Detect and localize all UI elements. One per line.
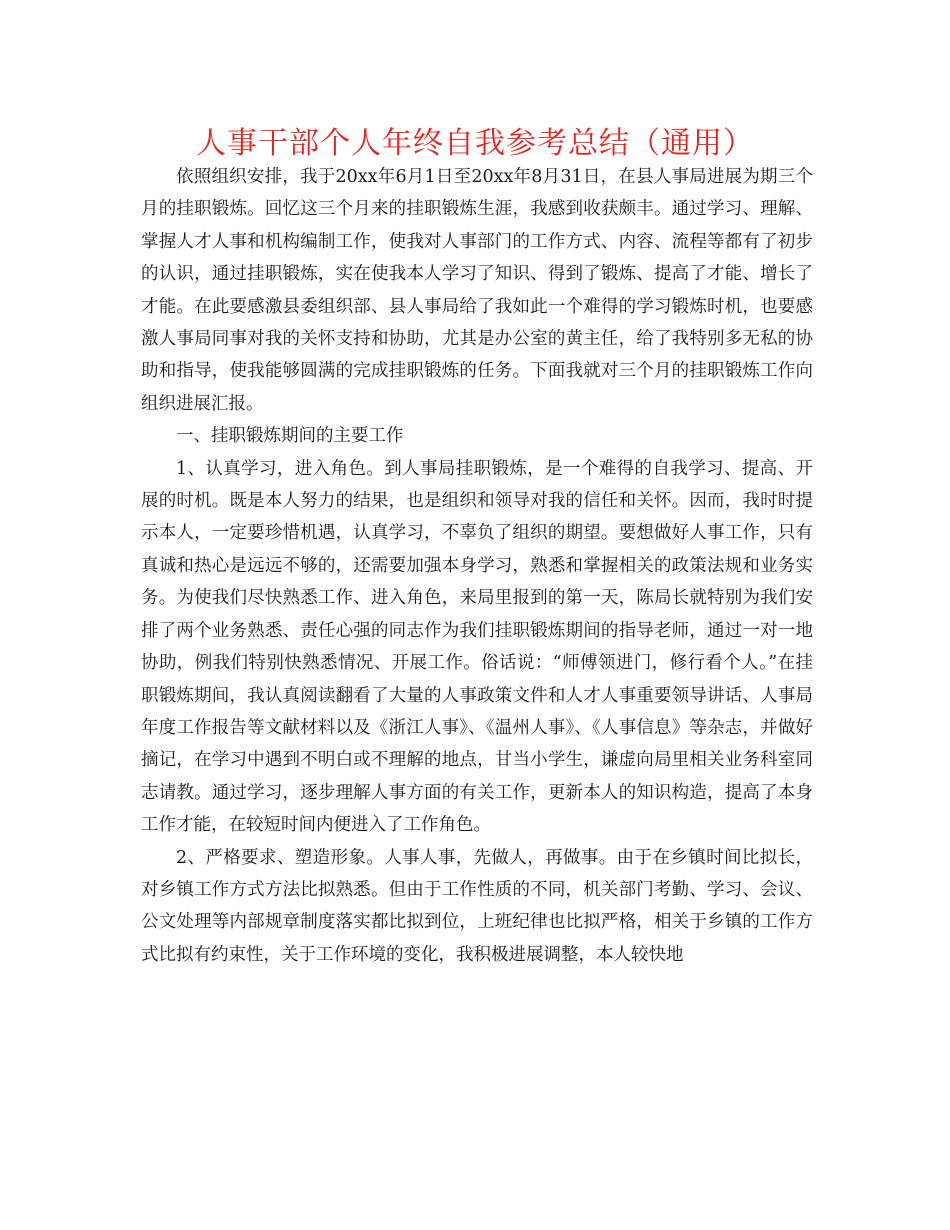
section-heading-main-work: 一、挂职锻炼期间的主要工作	[176, 426, 404, 447]
paragraph-intro: 依照组织安排，我于20xx年6月1日至20xx年8月31日，在县人事局进展为期三个月的挂职锻炼。回忆这三个月来的挂职锻炼生涯，我感到收获颇丰。通过学习、理解、掌握人才人事和机构编制工作，使我对人事部门的工作方式、内容、流程等都有了初步的认识，通过挂职锻炼，实在使我本人学习了知识、得到了锻炼、提高了才能、增长了才能。在此要感激县委组织部、县人事局给了我如此一个难得的学习锻炼时机，也要感激人事局同事对我的关怀支持和协助，尤其是办公室的黄主任，给了我特别多无私的协助和指导，使我能够圆满的完成挂职锻炼的任务。下面我就对三个月的挂职锻炼工作向组织进展汇报。	[141, 167, 813, 414]
paragraph-item-2: 2、严格要求、塑造形象。人事人事，先做人，再做事。由于在乡镇时间比拟长，对乡镇工作方式方法比拟熟悉。但由于工作性质的不同，机关部门考勤、学习、会议、公文处理等内部规章制度落实都比拟到位，上班纪律也比拟严格，相关于乡镇的工作方式比拟有约束性，关于工作环境的变化，我积极进展调整，本人较快地	[141, 847, 813, 965]
document-body	[141, 161, 813, 971]
document-title: 人事干部个人年终自我参考总结（通用）	[196, 126, 754, 161]
paragraph-item-1: 1、认真学习，进入角色。到人事局挂职锻炼，是一个难得的自我学习、提高、开展的时机。既是本人努力的结果，也是组织和领导对我的信任和关怀。因而，我时时提示本人，一定要珍惜机遇，认真学习，不辜负了组织的期望。要想做好人事工作，只有真诚和热心是远远不够的，还需要加强本身学习，熟悉和掌握相关的政策法规和业务实务。为使我们尽快熟悉工作、进入角色，来局里报到的第一天，陈局长就特别为我们安排了两个业务熟悉、责任心强的同志作为我们挂职锻炼期间的指导老师，通过一对一地协助，例我们特别快熟悉情况、开展工作。俗话说：“师傅领进门，修行看个人。”在挂职锻炼期间，我认真阅读翻看了大量的人事政策文件和人才人事重要领导讲话、人事局年度工作报告等文献材料以及《浙江人事》、《温州人事》、《人事信息》等杂志，并做好摘记，在学习中遇到不明白或不理解的地点，甘当小学生，谦虚向局里相关业务科室同志请教。通过学习，逐步理解人事方面的有关工作，更新本人的知识构造，提高了本身工作才能，在较短时间内便进入了工作角色。	[141, 458, 813, 836]
